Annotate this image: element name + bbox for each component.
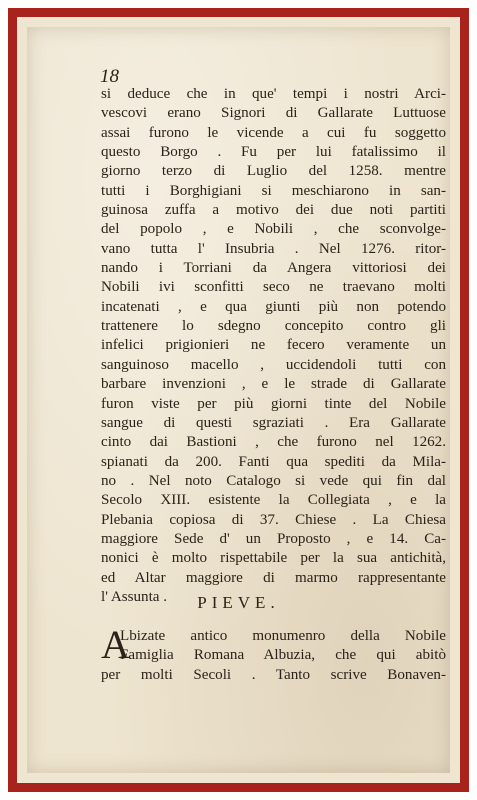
text-line: assai furono le vicende a cui fu soggetto: [101, 124, 446, 141]
text-line: sanguinoso macello , uccidendoli tutti con: [101, 356, 446, 373]
text-line: vescovi erano Signori di Gallarate Luttuose: [101, 105, 446, 122]
text-line: tutti i Borghigiani si meschiarono in san-: [101, 182, 446, 199]
text-line: del popolo , e Nobili , che sconvolge-: [101, 221, 446, 238]
text-line: giorno terzo di Luglio del 1258. mentre: [101, 163, 446, 180]
text-line: l' Assunta .: [101, 588, 168, 605]
text-line: sangue di questi sgraziati . Era Gallarate: [101, 414, 446, 431]
text-line: cinto dai Bastioni , che furono nel 1262.: [101, 434, 446, 451]
text-line: spianati da 200. Fanti qua spediti da Mila-: [101, 453, 446, 470]
book-page: [27, 27, 450, 773]
text-line: si deduce che in que' tempi i nostri Arci-: [101, 86, 446, 102]
page-frame: [8, 8, 469, 792]
text-line: Secolo XIII. esistente la Collegiata , e la: [101, 492, 446, 509]
text-line: incatenati , e qua giunti più non potendo: [101, 298, 446, 315]
text-line: questo Borgo . Fu per lui fatalissimo il: [101, 144, 446, 161]
text-line: furon viste per più giorni tinte del Nobile: [101, 395, 446, 412]
text-line: guinosa zuffa a motivo dei due noti partiti: [101, 202, 446, 219]
text-line: barbare invenzioni , e le strade di Gallarate: [101, 376, 446, 393]
section-heading: PIEVE.: [197, 593, 280, 612]
text-line: Plebania copiosa di 37. Chiese . La Chiesa: [101, 511, 446, 528]
text-line: maggiore Sede d' un Proposto , e 14. Ca-: [101, 530, 446, 547]
text-line: Lbizate antico monumenro della Nobile: [120, 628, 446, 644]
body-text: [101, 85, 446, 607]
text-line: vano tutta l' Insubria . Nel 1276. ritor-: [101, 240, 446, 257]
page-number: 18: [100, 66, 119, 87]
text-line: Nobili ivi sconfitti seco ne traevano molti: [101, 279, 446, 296]
text-line: no . Nel noto Catalogo si vede qui fin dal: [101, 472, 446, 489]
pieve-paragraph: [101, 622, 446, 685]
text-line: nando i Torriani da Angera vittoriosi dei: [101, 260, 446, 277]
text-line: per molti Secoli . Tanto scrive Bonaven-: [101, 666, 446, 683]
drop-cap: A: [101, 622, 130, 667]
text-line: Famiglia Romana Albuzia, che qui abitò: [120, 647, 446, 664]
text-line: infelici prigionieri ne fecero veramente un: [101, 337, 446, 354]
text-line: ed Altar maggiore di marmo rappresentante: [101, 569, 446, 586]
text-line: nonici è molto rispettabile per la sua antichità,: [101, 550, 446, 567]
text-line: trattenere lo sdegno concepito contro gli: [101, 318, 446, 335]
